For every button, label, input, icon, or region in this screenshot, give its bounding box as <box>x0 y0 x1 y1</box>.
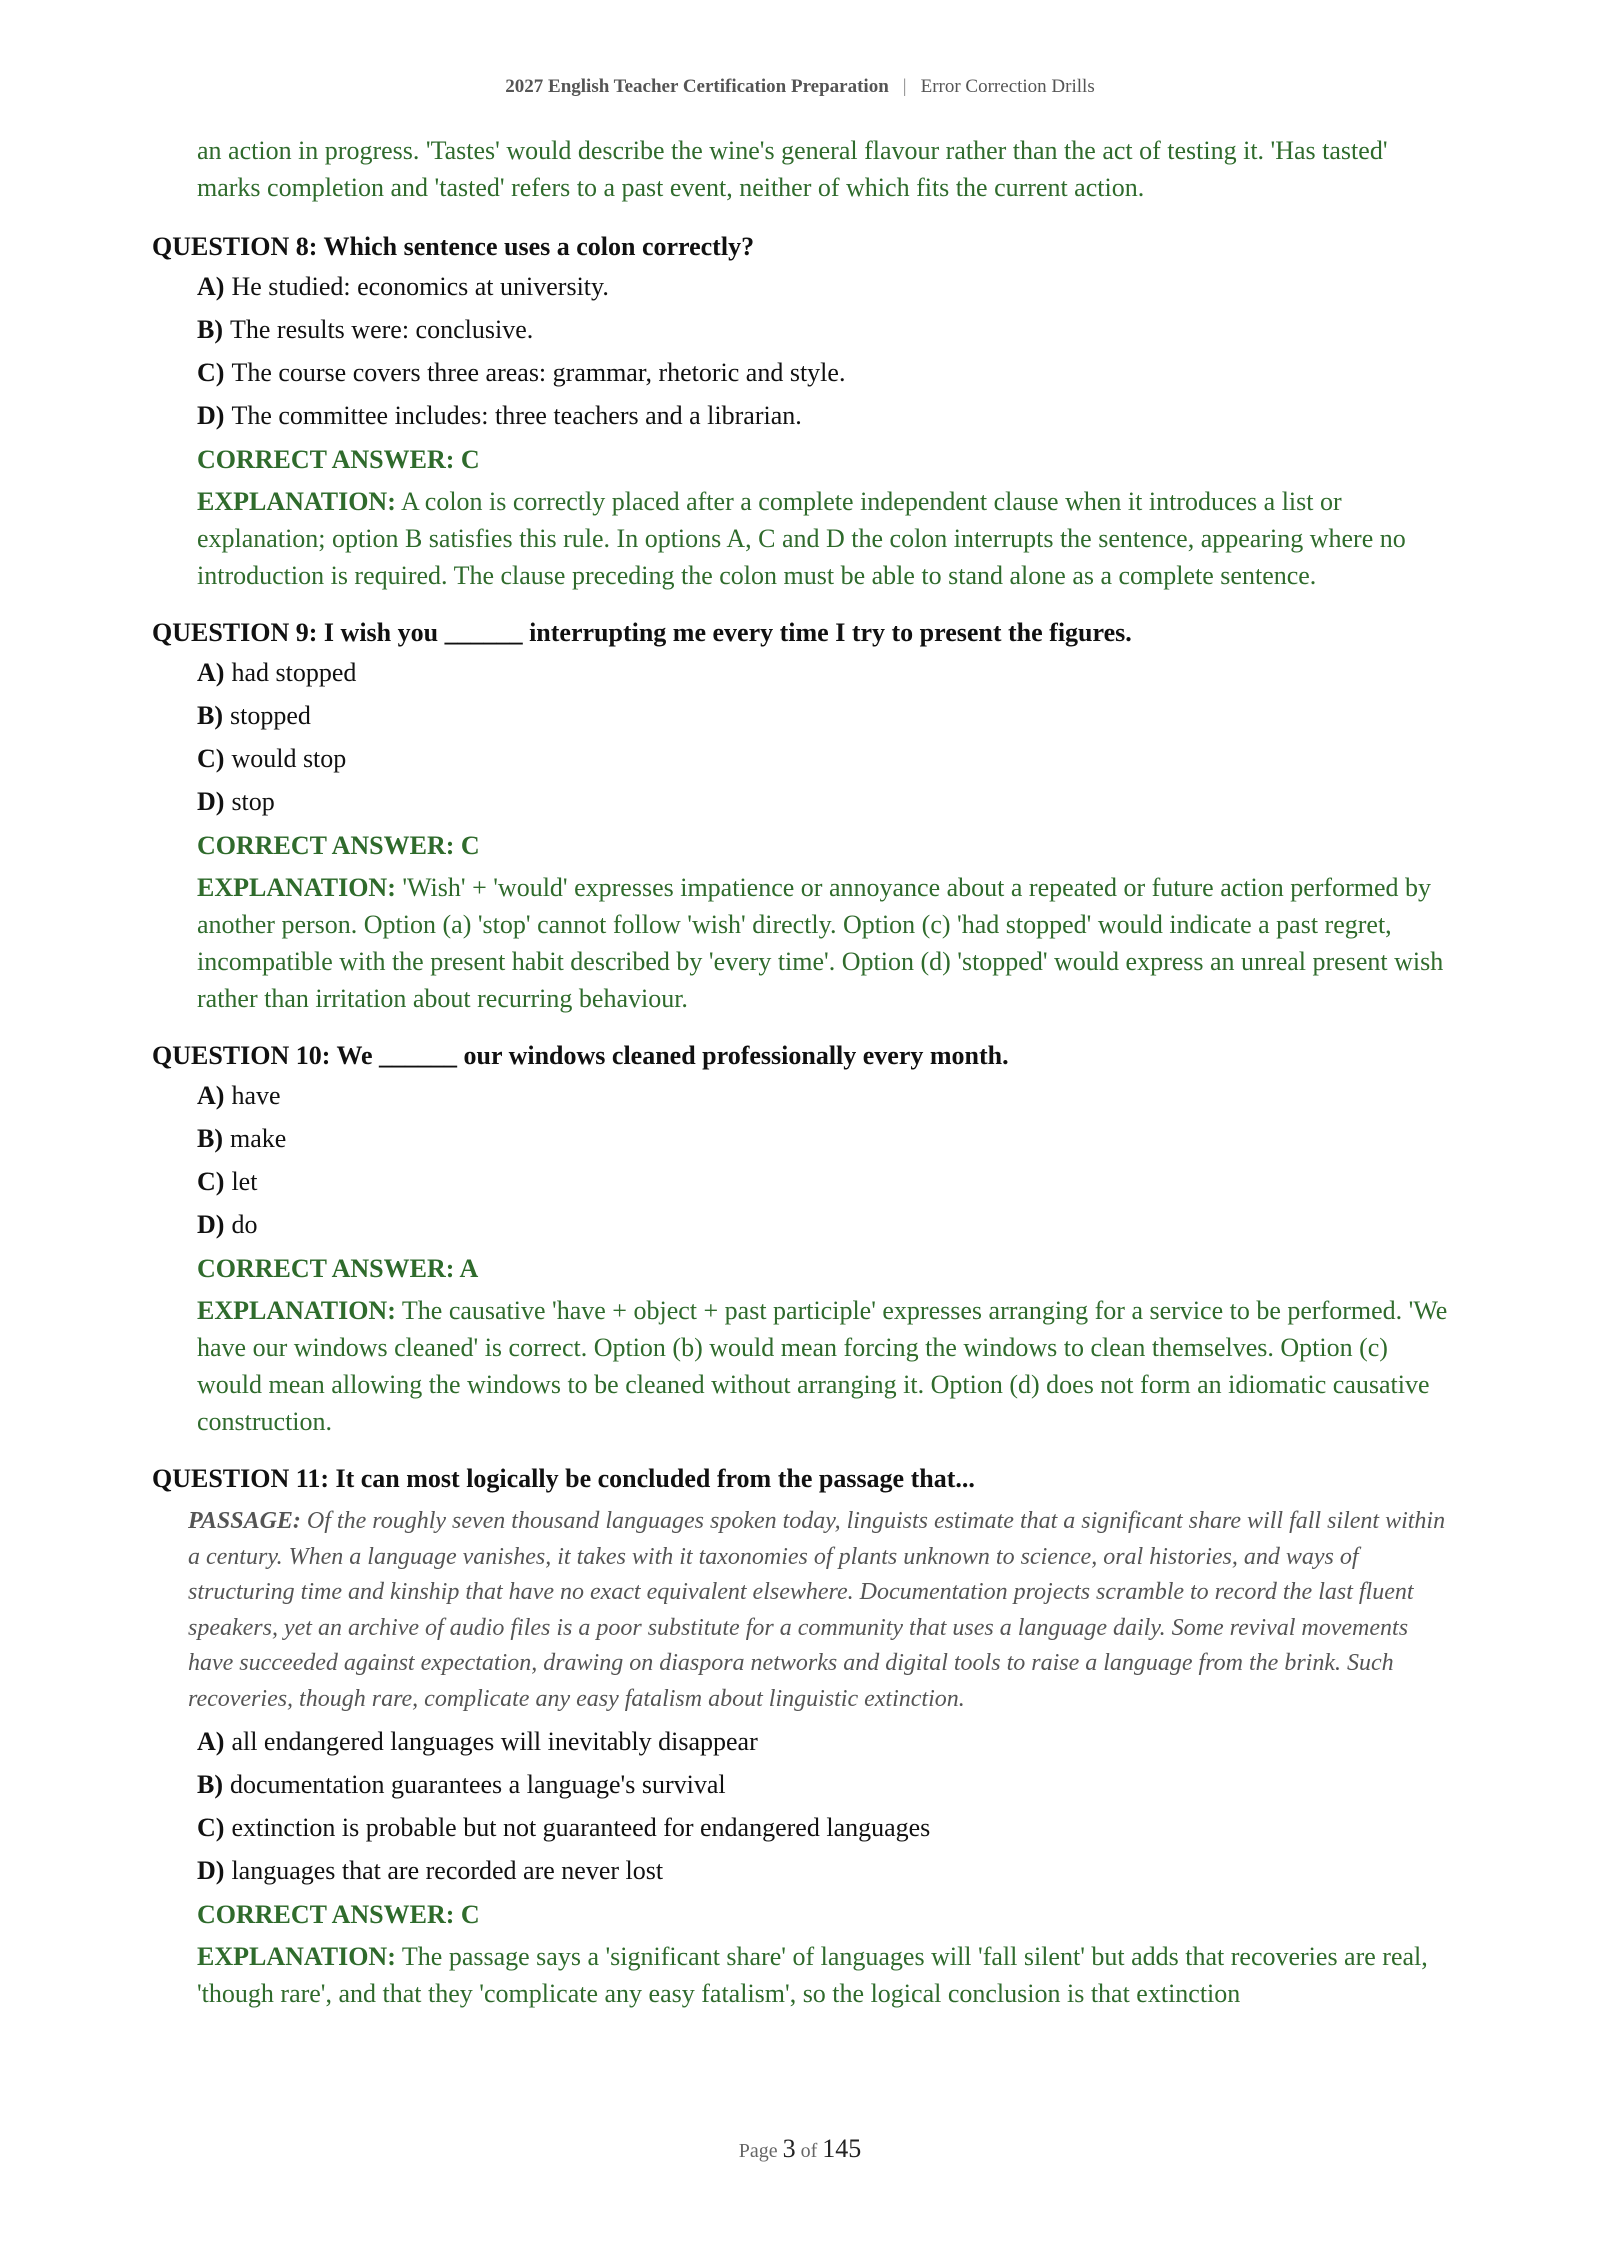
option-text: make <box>230 1124 287 1153</box>
explanation <box>197 1292 1452 1440</box>
question-title: QUESTION 11: It can most logically be concluded from the passage that... <box>152 1464 975 1493</box>
passage-label: PASSAGE: <box>188 1508 301 1534</box>
option-letter: B) <box>197 1124 223 1153</box>
page-footer <box>0 2134 1600 2164</box>
option-letter: C) <box>197 358 225 387</box>
correct-answer: CORRECT ANSWER: C <box>197 445 480 474</box>
option <box>197 1081 1452 1111</box>
explanation <box>197 869 1452 1017</box>
option <box>197 272 1452 302</box>
option-letter: A) <box>197 272 225 301</box>
option-text: extinction is probable but not guaranteed for endangered languages <box>231 1813 931 1842</box>
option <box>197 658 1452 688</box>
page-label: Page <box>738 2140 778 2162</box>
passage-text: Of the roughly seven thousand languages spoken today, linguists estimate that a significant share will fall silent within a century. When a language vanishes, it takes with it taxonomies of plants unknown to science, oral histories, and ways of structuring time and kinship that have no exact equivalent elsewhere. Documentation projects scramble to record the last fluent speakers, yet an archive of audio files is a poor substitute for a community that uses a language daily. Some revival movements have succeeded against expectation, drawing on diaspora networks and digital tools to raise a language from the brink. Such recoveries, though rare, complicate any easy fatalism about linguistic extinction. <box>188 1508 1446 1712</box>
page-total: 145 <box>822 2134 862 2163</box>
option-text: let <box>231 1167 258 1196</box>
page-number: 3 <box>782 2134 796 2163</box>
options-list <box>197 658 1452 817</box>
option-text: would stop <box>231 744 347 773</box>
option <box>197 401 1452 431</box>
option <box>197 1167 1452 1197</box>
option <box>197 1856 1452 1886</box>
header-separator: | <box>902 76 907 97</box>
explanation-text: 'Wish' + 'would' expresses impatience or annoyance about a repeated or future action performed by another person. Option (a) 'stop' cannot follow 'wish' directly. Option (c) 'had stopped' would indicate a past regret, incompatible with the present habit described by 'every time'. Option (d) 'stopped' would express an unreal present wish rather than irritation about recurring behaviour. <box>197 873 1444 1013</box>
option-text: do <box>231 1210 258 1239</box>
explanation <box>197 1938 1452 2012</box>
option <box>197 1727 1452 1757</box>
header-title: 2027 English Teacher Certification Preparation <box>505 76 889 97</box>
option-text: The course covers three areas: grammar, rhetoric and style. <box>231 358 846 387</box>
question-block <box>152 230 1452 594</box>
question-block <box>152 1039 1452 1440</box>
option <box>197 787 1452 817</box>
option <box>197 1210 1452 1240</box>
header-subtitle: Error Correction Drills <box>920 76 1095 97</box>
correct-answer: CORRECT ANSWER: C <box>197 1900 480 1929</box>
question-title: QUESTION 9: I wish you ______ interrupting me every time I try to present the figures. <box>152 618 1132 647</box>
option-text: The results were: conclusive. <box>230 315 534 344</box>
option-text: documentation guarantees a language's survival <box>230 1770 726 1799</box>
page-content <box>152 132 1452 2034</box>
option-text: have <box>231 1081 281 1110</box>
explanation-label: EXPLANATION: <box>197 1942 396 1971</box>
option <box>197 701 1452 731</box>
option <box>197 1813 1452 1843</box>
option-text: languages that are recorded are never lost <box>231 1856 664 1885</box>
option-text: stop <box>231 787 275 816</box>
correct-answer: CORRECT ANSWER: A <box>197 1254 479 1283</box>
option-text: He studied: economics at university. <box>231 272 609 301</box>
explanation-text: A colon is correctly placed after a complete independent clause when it introduces a list or explanation; option B satisfies this rule. In options A, C and D the colon interrupts the sentence, appearing where no introduction is required. The clause preceding the colon must be able to stand alone as a complete sentence. <box>197 487 1406 590</box>
explanation <box>197 483 1452 594</box>
option-letter: C) <box>197 1167 225 1196</box>
options-list <box>197 1081 1452 1240</box>
option-letter: A) <box>197 658 225 687</box>
option-text: had stopped <box>231 658 357 687</box>
question-block <box>152 616 1452 1017</box>
option-letter: C) <box>197 744 225 773</box>
question-block <box>152 1462 1452 2012</box>
option-text: The committee includes: three teachers and a librarian. <box>231 401 802 430</box>
option-letter: D) <box>197 1210 225 1239</box>
option-letter: B) <box>197 315 223 344</box>
options-list <box>197 1727 1452 1886</box>
option-letter: B) <box>197 701 223 730</box>
explanation-label: EXPLANATION: <box>197 873 396 902</box>
explanation-label: EXPLANATION: <box>197 1296 396 1325</box>
option-letter: A) <box>197 1081 225 1110</box>
running-header <box>0 76 1600 98</box>
page-of-label: of <box>800 2140 818 2162</box>
option <box>197 744 1452 774</box>
option <box>197 1770 1452 1800</box>
correct-answer: CORRECT ANSWER: C <box>197 831 480 860</box>
question-title: QUESTION 10: We ______ our windows cleaned professionally every month. <box>152 1041 1009 1070</box>
option-text: stopped <box>230 701 311 730</box>
options-list <box>197 272 1452 431</box>
option-text: all endangered languages will inevitably disappear <box>231 1727 758 1756</box>
reading-passage <box>188 1504 1452 1717</box>
option <box>197 315 1452 345</box>
option <box>197 1124 1452 1154</box>
option-letter: A) <box>197 1727 225 1756</box>
option-letter: D) <box>197 401 225 430</box>
continued-explanation: an action in progress. 'Tastes' would describe the wine's general flavour rather than the act of testing it. 'Has tasted' marks completion and 'tasted' refers to a past event, neither of which fits the current action. <box>197 136 1388 202</box>
explanation-text: The causative 'have + object + past participle' expresses arranging for a service to be performed. 'We have our windows cleaned' is correct. Option (b) would mean forcing the windows to clean themselves. Option (c) would mean allowing the windows to be cleaned without arranging it. Option (d) does not form an idiomatic causative construction. <box>197 1296 1448 1436</box>
question-title: QUESTION 8: Which sentence uses a colon correctly? <box>152 232 755 261</box>
explanation-label: EXPLANATION: <box>197 487 396 516</box>
option-letter: D) <box>197 1856 225 1885</box>
option-letter: B) <box>197 1770 223 1799</box>
option-letter: D) <box>197 787 225 816</box>
option <box>197 358 1452 388</box>
explanation-text: The passage says a 'significant share' of languages will 'fall silent' but adds that recoveries are real, 'though rare', and that they 'complicate any easy fatalism', so the logical conclusion is that extinction <box>197 1942 1428 2008</box>
option-letter: C) <box>197 1813 225 1842</box>
